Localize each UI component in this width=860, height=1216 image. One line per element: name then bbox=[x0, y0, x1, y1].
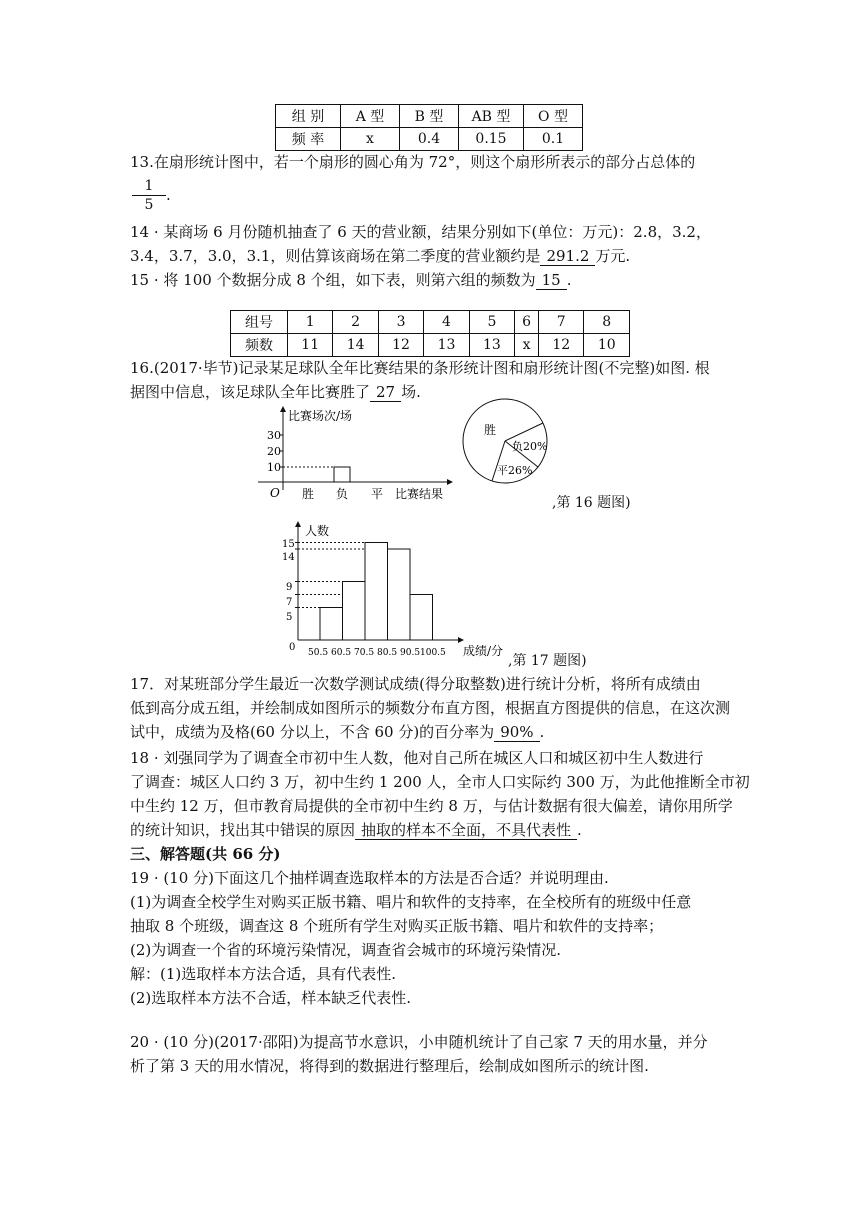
q17-line3 bbox=[130, 720, 730, 744]
q19-part1b: 抽取 8 个班级，调查这 8 个班所有学生对购买正版书籍、唱片和软件的支持率； bbox=[130, 917, 664, 935]
table-row bbox=[231, 311, 630, 334]
table-cell: 8 bbox=[584, 311, 630, 334]
table-cell: 13 bbox=[469, 334, 514, 357]
fig17-caption: ,第 17 题图) bbox=[508, 653, 587, 669]
table-cell: 3 bbox=[378, 311, 423, 334]
group-frequency-table bbox=[230, 310, 630, 357]
section-heading: 三、解答题(共 66 分) bbox=[130, 845, 281, 863]
table-cell: x bbox=[515, 334, 539, 357]
q14-line1: 14 · 某商场 6 月份随机抽查了 6 天的营业额，结果分别如下(单位：万元)：2.8，3.2， bbox=[130, 223, 711, 241]
table-row bbox=[276, 105, 583, 128]
table-cell: 12 bbox=[539, 334, 584, 357]
q14-line2-text: 3.4，3.7，3.0，3.1，则估算该商场在第二季度的营业额约是 bbox=[130, 247, 541, 265]
table-cell: 频 率 bbox=[276, 128, 341, 151]
x-cat-label: 平 bbox=[371, 487, 384, 501]
fig16-caption: ,第 16 题图) bbox=[552, 495, 631, 511]
q17-line1: 17．对某班部分学生最近一次数学测试成绩(得分取整数)进行统计分析，将所有成绩由 bbox=[130, 675, 701, 693]
q14-answer: 291.2 bbox=[540, 247, 595, 266]
origin-label: 0 bbox=[289, 642, 296, 653]
y-tick-label: 7 bbox=[286, 597, 293, 608]
q16-line1: 16.(2017·毕节)记录某足球队全年比赛结果的条形统计图和扇形统计图(不完整)如图. 根 bbox=[130, 359, 710, 377]
q15-answer: 15 bbox=[536, 271, 567, 290]
histogram-bar bbox=[320, 608, 343, 641]
table-cell: 0.4 bbox=[400, 128, 459, 151]
q13-numerator: 1 bbox=[144, 178, 154, 194]
table-cell: 0.1 bbox=[524, 128, 583, 151]
table-cell: 12 bbox=[378, 334, 423, 357]
fraction-bar bbox=[132, 195, 166, 196]
histogram-bar bbox=[388, 549, 411, 640]
q18-line4 bbox=[130, 818, 730, 842]
table-cell: 2 bbox=[333, 311, 378, 334]
q13-fraction bbox=[132, 178, 166, 213]
table-row bbox=[276, 128, 583, 151]
q19-line1: 19 · (10 分)下面这几个抽样调查选取样本的方法是否合适？并说明理由. bbox=[130, 869, 609, 887]
q16-answer: 27 bbox=[370, 383, 401, 402]
y-tick-label: 14 bbox=[282, 552, 295, 563]
q19-part2: (2)为调查一个省的环境污染情况，调查省会城市的环境污染情况. bbox=[130, 941, 562, 959]
x-axis-label: 成绩/分 bbox=[463, 644, 504, 658]
q18-answer: 抽取的样本不全面，不具代表性 bbox=[355, 821, 577, 840]
x-tick-label: 80.5 bbox=[377, 648, 398, 658]
blood-type-table bbox=[275, 104, 583, 151]
q18-line4-end: . bbox=[577, 821, 582, 839]
q19-solution1: 解：(1)选取样本方法合适，具有代表性. bbox=[130, 965, 397, 983]
table-cell: 0.15 bbox=[459, 128, 524, 151]
y-tick-label: 10 bbox=[267, 461, 281, 474]
x-tick-label: 50.5 bbox=[308, 648, 329, 658]
histogram-bar bbox=[365, 543, 388, 641]
table-cell: B 型 bbox=[400, 105, 459, 128]
x-tick-label: 70.5 bbox=[354, 648, 375, 658]
pie-label-loss: 负20% bbox=[512, 440, 548, 453]
table-cell: 组 别 bbox=[276, 105, 341, 128]
table-cell: 10 bbox=[584, 334, 630, 357]
q17-line3-end: . bbox=[539, 723, 545, 741]
x-cat-label: 负 bbox=[336, 487, 349, 501]
table-cell: 4 bbox=[424, 311, 469, 334]
y-axis-label: 比赛场次/场 bbox=[288, 409, 353, 423]
q14-line2 bbox=[130, 244, 730, 268]
table-cell: 7 bbox=[539, 311, 584, 334]
histogram-bar bbox=[343, 582, 366, 641]
x-tick-label: 100.5 bbox=[420, 648, 446, 658]
table-cell: x bbox=[341, 128, 400, 151]
y-tick-label: 30 bbox=[267, 429, 281, 442]
q16-line2 bbox=[130, 380, 730, 404]
table-cell: AB 型 bbox=[459, 105, 524, 128]
table-cell: 1 bbox=[288, 311, 333, 334]
y-tick-label: 9 bbox=[286, 582, 293, 593]
table-row bbox=[231, 334, 630, 357]
fig16-pie-chart bbox=[460, 386, 550, 496]
q18-line4-text: 的统计知识，找出其中错误的原因 bbox=[130, 821, 356, 839]
histogram-bar bbox=[410, 595, 433, 641]
q15-end: . bbox=[566, 271, 572, 289]
x-cat-label: 胜 bbox=[302, 487, 315, 501]
table-cell: 6 bbox=[515, 311, 539, 334]
origin-label: O bbox=[270, 486, 280, 500]
q14-line2-end: 万元. bbox=[595, 247, 631, 265]
table-cell: 5 bbox=[469, 311, 514, 334]
q15-line bbox=[130, 268, 730, 292]
table-cell: 14 bbox=[333, 334, 378, 357]
x-tick-label: 90.5 bbox=[400, 648, 421, 658]
fig17-histogram bbox=[275, 518, 535, 658]
q16-line2-end: 场. bbox=[401, 383, 421, 401]
q18-line1: 18 · 刘强同学为了调查全市初中生人数，他对自己所在城区人口和城区初中生人数进行 bbox=[130, 749, 704, 767]
table-cell: A 型 bbox=[341, 105, 400, 128]
q19-solution2: (2)选取样本方法不合适，样本缺乏代表性. bbox=[130, 989, 412, 1007]
x-tick-label: 60.5 bbox=[331, 648, 352, 658]
bar-fu bbox=[334, 467, 350, 482]
q17-line2: 低到高分成五组，并绘制成如图所示的频数分布直方图，根据直方图提供的信息，在这次测 bbox=[130, 699, 731, 717]
y-tick-label: 5 bbox=[286, 612, 293, 623]
q13-denominator: 5 bbox=[144, 197, 154, 213]
pie-label-win: 胜 bbox=[484, 423, 497, 437]
q18-line2: 了调查：城区人口约 3 万，初中生约 1 200 人，全市人口实际约 300 万，为此他推断全市初 bbox=[130, 773, 750, 791]
fig16-bar-chart bbox=[250, 405, 460, 505]
table-cell: 13 bbox=[424, 334, 469, 357]
q18-line3: 中生约 12 万，但市教育局提供的全市初中生约 8 万，与估计数据有很大偏差，请你用所学 bbox=[130, 797, 733, 815]
q20-line1: 20 · (10 分)(2017·邵阳)为提高节水意识，小申随机统计了自己家 7 天的用水量，并分 bbox=[130, 1033, 708, 1051]
pie-label-draw: 平26% bbox=[497, 464, 533, 477]
y-axis-label: 人数 bbox=[305, 524, 330, 538]
q13-period: . bbox=[166, 186, 171, 204]
table-cell: 组号 bbox=[231, 311, 288, 334]
q16-line2-text: 据图中信息，该足球队全年比赛胜了 bbox=[130, 383, 371, 401]
q13-text: 13.在扇形统计图中，若一个扇形的圆心角为 72°，则这个扇形所表示的部分占总体的 bbox=[130, 153, 696, 171]
q15-text: 15 · 将 100 个数据分成 8 个组，如下表，则第六组的频数为 bbox=[130, 271, 536, 289]
histogram-bars bbox=[295, 543, 433, 641]
x-axis-label: 比赛结果 bbox=[395, 487, 444, 501]
y-tick-label: 15 bbox=[282, 539, 295, 550]
table-cell: 频数 bbox=[231, 334, 288, 357]
q20-line2: 析了第 3 天的用水情况，将得到的数据进行整理后，绘制成如图所示的统计图. bbox=[130, 1057, 649, 1075]
q17-line3-text: 试中，成绩为及格(60 分以上，不含 60 分)的百分率为 bbox=[130, 723, 495, 741]
q17-answer: 90% bbox=[494, 723, 539, 742]
table-cell: 11 bbox=[288, 334, 333, 357]
table-cell: O 型 bbox=[524, 105, 583, 128]
y-tick-label: 20 bbox=[267, 445, 281, 458]
q19-part1a: (1)为调查全校学生对购买正版书籍、唱片和软件的支持率，在全校所有的班级中任意 bbox=[130, 893, 692, 911]
